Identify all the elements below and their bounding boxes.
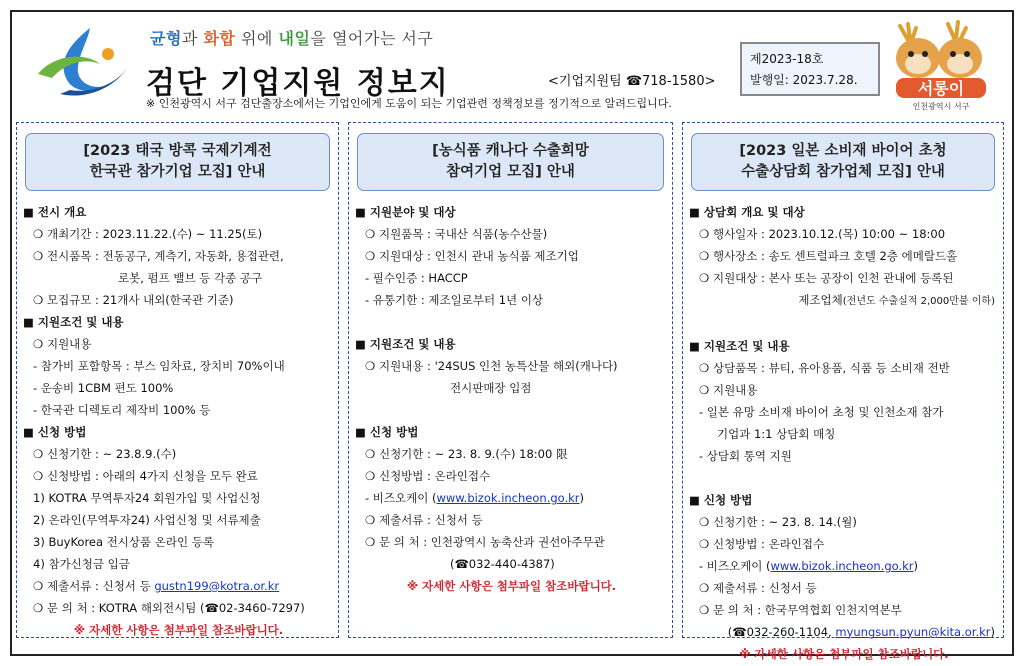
item-label: (☎032-260-1104, xyxy=(727,625,836,639)
section-heading: ■ 신청 방법 xyxy=(355,425,419,439)
spacer xyxy=(689,467,999,489)
attachment-notice: ※ 자세한 사항은 첨부파일 참조바랍니다. xyxy=(739,647,949,661)
list-item: ❍ 지원품목 : 국내산 식품(농수산물) xyxy=(365,227,548,241)
title-line: [2023 일본 소비재 바이어 초청 xyxy=(739,143,947,159)
list-item: ❍ 신청기한 : ~ 23. 8. 14.(월) xyxy=(699,515,857,529)
item-label: ) xyxy=(913,559,919,573)
bizok-link[interactable]: www.bizok.incheon.go.kr xyxy=(436,491,580,505)
slogan-part: 화합 xyxy=(203,29,236,48)
list-item: ❍ 모집규모 : 21개사 내외(한국관 기준) xyxy=(33,293,234,307)
list-item xyxy=(355,487,668,509)
slogan-part: 내일 xyxy=(278,29,311,48)
column-body xyxy=(355,201,668,597)
list-item: - 한국관 디렉토리 제작비 100% 등 xyxy=(33,403,211,417)
section-heading: ■ 지원조건 및 내용 xyxy=(355,337,456,351)
list-item: ❍ 신청기한 : ~ 23.8.9.(수) xyxy=(33,447,177,461)
item-note: (전년도 수출실적 2,000만불 이하) xyxy=(842,296,995,307)
title-line: [2023 태국 방콕 국제기계전 xyxy=(83,143,272,159)
list-item: - 일본 유망 소비재 바이어 초청 및 인천소재 참가 xyxy=(699,405,944,419)
slogan-part: 을 열어가는 서구 xyxy=(310,29,434,48)
spacer xyxy=(355,311,668,333)
list-item: ❍ 제출서류 : 신청서 등 xyxy=(699,581,817,595)
list-item: ❍ 신청방법 : 아래의 4가지 신청을 모두 완료 xyxy=(33,469,258,483)
section-heading: ■ 신청 방법 xyxy=(689,493,753,507)
slogan-part: 위에 xyxy=(235,29,279,48)
list-item: 3) BuyKorea 전시상품 온라인 등록 xyxy=(33,535,214,549)
section-heading: ■ 지원분야 및 대상 xyxy=(355,205,456,219)
title-line: 수출상담회 참가업체 모집] 안내 xyxy=(741,164,945,180)
item-label: 제조업체 xyxy=(798,293,843,307)
email-link[interactable]: gustn199@kotra.or.kr xyxy=(154,579,280,593)
item-label: - 비즈오케이 ( xyxy=(699,559,771,573)
list-item: 2) 온라인(무역투자24) 사업신청 및 서류제출 xyxy=(33,513,261,527)
list-item xyxy=(689,621,999,643)
item-label: - 비즈오케이 ( xyxy=(365,491,437,505)
section-heading: ■ 신청 방법 xyxy=(23,425,87,439)
bizok-link[interactable]: www.bizok.incheon.go.kr xyxy=(770,559,914,573)
page-title: 검단 기업지원 정보지 xyxy=(146,66,450,101)
section-heading: ■ 지원조건 및 내용 xyxy=(23,315,124,329)
column-title xyxy=(357,133,664,191)
email-link[interactable]: myungsun.pyun@kita.or.kr xyxy=(835,625,991,639)
list-item: 로봇, 펌프 밸브 등 각종 공구 xyxy=(118,271,263,285)
list-item: ❍ 지원내용 xyxy=(699,383,758,397)
item-label: ) xyxy=(990,625,995,639)
list-item: (☎032-440-4387) xyxy=(450,557,555,571)
list-item xyxy=(689,555,999,577)
mascot-image xyxy=(886,20,998,112)
list-item: ❍ 지원대상 : 본사 또는 공장이 인천 관내에 등록된 xyxy=(699,271,954,285)
list-item: 전시판매장 입점 xyxy=(450,381,532,395)
seo-gu-logo xyxy=(30,24,140,104)
attachment-notice: ※ 자세한 사항은 첨부파일 참조바랍니다. xyxy=(406,579,617,593)
list-item: ❍ 행사장소 : 송도 센트럴파크 호텔 2층 에메랄드홀 xyxy=(699,249,958,263)
title-line: [농식품 캐나다 수출희망 xyxy=(432,143,589,159)
column-title xyxy=(25,133,330,191)
notice-text: ※ 인천광역시 서구 검단출장소에서는 기업인에게 도움이 되는 기업관련 정책정보를 정기적으로 알려드립니다. xyxy=(146,97,672,110)
list-item: - 필수인증 : HACCP xyxy=(365,271,468,285)
list-item: ❍ 신청기한 : ~ 23. 8. 9.(수) 18:00 限 xyxy=(365,447,568,461)
spacer xyxy=(355,399,668,421)
thailand-expo-column xyxy=(16,122,339,638)
section-heading: ■ 상담회 개요 및 대상 xyxy=(689,205,805,219)
issue-box xyxy=(740,42,880,96)
slogan-part: 과 xyxy=(181,29,204,48)
column-body xyxy=(689,201,999,665)
list-item: ❍ 개최기간 : 2023.11.22.(수) ~ 11.25(토) xyxy=(33,227,263,241)
item-label: ) xyxy=(579,491,585,505)
japan-buyer-column xyxy=(682,122,1004,661)
list-item: 기업과 1:1 상담회 매칭 xyxy=(717,427,836,441)
list-item: - 상담회 통역 지원 xyxy=(699,449,792,463)
list-item: ❍ 지원대상 : 인천시 관내 농식품 제조기업 xyxy=(365,249,579,263)
team-contact: <기업지원팀 ☎718-1580> xyxy=(548,74,716,89)
issue-date: 발행일: 2023.7.28. xyxy=(750,73,858,87)
list-item: ❍ 문 의 처 : 한국무역협회 인천지역본부 xyxy=(699,603,902,617)
column-body xyxy=(23,201,334,641)
list-item: ❍ 지원내용 xyxy=(33,337,92,351)
list-item: - 유통기한 : 제조일로부터 1년 이상 xyxy=(365,293,544,307)
title-line: 참여기업 모집] 안내 xyxy=(446,164,575,180)
list-item: 4) 참가신청금 입금 xyxy=(33,557,130,571)
list-item: ❍ 신청방법 : 온라인접수 xyxy=(365,469,491,483)
section-heading: ■ 지원조건 및 내용 xyxy=(689,339,790,353)
mascot-name: 서롱이 xyxy=(917,79,965,98)
list-item: ❍ 제출서류 : 신청서 등 xyxy=(365,513,483,527)
canada-export-column xyxy=(348,122,673,638)
list-item: - 참가비 포함항목 : 부스 임차료, 장치비 70%이내 xyxy=(33,359,285,373)
item-label: ❍ 제출서류 : 신청서 등 xyxy=(33,579,155,593)
section-heading: ■ 전시 개요 xyxy=(23,205,87,219)
list-item: ❍ 지원내용 : '24SUS 인천 농특산물 해외(캐나다) xyxy=(365,359,618,373)
list-item: ❍ 문 의 처 : KOTRA 해외전시팀 (☎02-3460-7297) xyxy=(33,601,305,615)
spacer xyxy=(689,313,999,335)
mascot-caption: 인천광역시 서구 xyxy=(912,102,970,111)
list-item: ❍ 전시품목 : 전동공구, 계측기, 자동화, 용접관련, xyxy=(33,249,284,263)
column-title xyxy=(691,133,995,191)
slogan-part: 균형 xyxy=(150,29,182,48)
issue-number: 제2023-18호 xyxy=(750,52,824,66)
list-item: ❍ 신청방법 : 온라인접수 xyxy=(699,537,825,551)
list-item: - 운송비 1CBM 편도 100% xyxy=(33,381,174,395)
list-item: ❍ 행사일자 : 2023.10.12.(목) 10:00 ~ 18:00 xyxy=(699,227,946,241)
slogan xyxy=(150,26,433,49)
attachment-notice: ※ 자세한 사항은 첨부파일 참조바랍니다. xyxy=(73,623,284,637)
list-item: ❍ 상담품목 : 뷰티, 유아용품, 식품 등 소비재 전반 xyxy=(699,361,950,375)
list-item: 1) KOTRA 무역투자24 회원가입 및 사업신청 xyxy=(33,491,261,505)
title-line: 한국관 참가기업 모집] 안내 xyxy=(89,164,266,180)
list-item: ❍ 문 의 처 : 인천광역시 농축산과 권선아주무관 xyxy=(365,535,605,549)
list-item xyxy=(23,575,334,597)
list-item xyxy=(689,289,999,313)
